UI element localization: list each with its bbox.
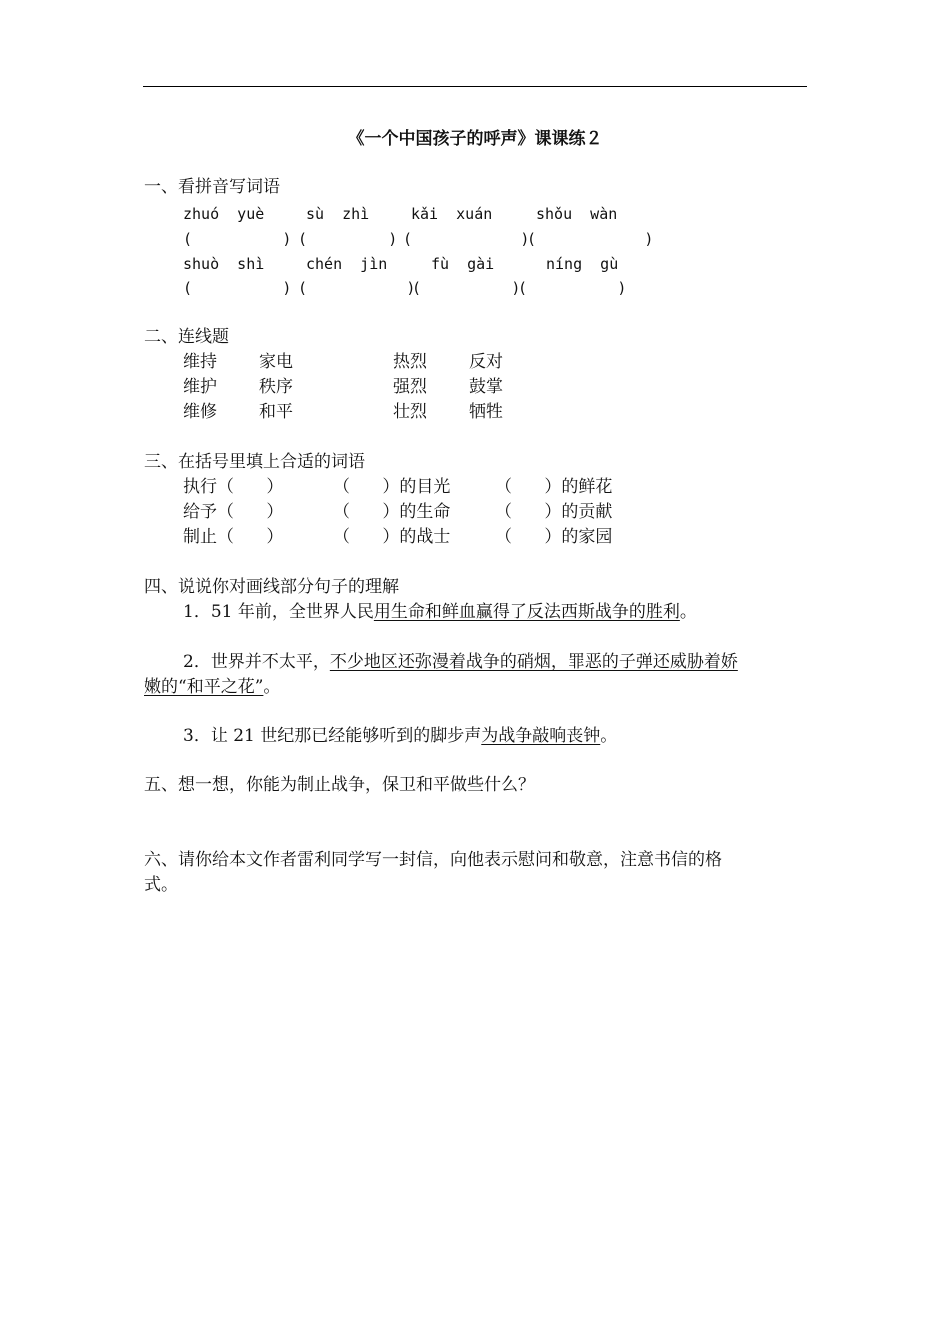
match-word: 维持 <box>183 352 217 372</box>
match-word: 维护 <box>183 377 217 397</box>
fill-blank: （ ）的家园 <box>495 527 613 547</box>
match-word: 壮烈 <box>393 402 427 422</box>
pinyin-1-1: zhuó yuè <box>183 205 265 223</box>
paren-1-3: ( ) <box>403 230 530 248</box>
paren-1-2: ( ) <box>298 230 398 248</box>
section-1-heading: 一、看拼音写词语 <box>144 177 280 197</box>
fill-blank: 制止（ ） <box>183 527 284 547</box>
question-1 <box>183 601 697 623</box>
match-word: 鼓掌 <box>469 377 503 397</box>
pinyin-2-3: fù gài <box>431 255 495 273</box>
match-word: 热烈 <box>393 352 427 372</box>
section-5-heading: 五、想一想，你能为制止战争，保卫和平做些什么？ <box>144 775 535 795</box>
q3-prefix: 3．让 21 世纪那已经能够听到的脚步声 <box>183 726 482 746</box>
pinyin-1-3: kǎi xuán <box>411 205 493 223</box>
fill-blank: 执行（ ） <box>183 477 284 497</box>
q1-underlined: 用生命和鲜血赢得了反法西斯战争的胜利 <box>373 602 680 622</box>
header-rule <box>143 86 807 87</box>
q3-suffix: 。 <box>600 726 618 746</box>
paren-1-1: ( ) <box>183 230 292 248</box>
q2-underlined-line1: 不少地区还弥漫着战争的硝烟，罪恶的子弹还威胁着娇 <box>329 652 738 672</box>
pinyin-1-4: shǒu wàn <box>536 205 618 223</box>
match-word: 家电 <box>259 352 293 372</box>
section-6-line1: 六、请你给本文作者雷利同学写一封信，向他表示慰问和敬意，注意书信的格 <box>144 850 722 870</box>
match-word: 反对 <box>469 352 503 372</box>
fill-blank: （ ）的贡献 <box>495 502 613 522</box>
paren-2-3: ( ) <box>412 279 521 297</box>
section-6-line2: 式。 <box>144 875 178 895</box>
q2-underlined-line2: 嫩的“和平之花” <box>144 677 264 697</box>
match-word: 强烈 <box>393 377 427 397</box>
fill-blank: （ ）的战士 <box>333 527 451 547</box>
pinyin-2-4: níng gù <box>546 255 619 273</box>
question-2-line1 <box>183 651 738 673</box>
paren-1-4: ( ) <box>527 230 654 248</box>
section-2-heading: 二、连线题 <box>144 327 229 347</box>
pinyin-2-2: chén jìn <box>306 255 388 273</box>
q2-prefix: 2．世界并不太平， <box>183 652 330 672</box>
q2-suffix: 。 <box>263 677 281 697</box>
fill-blank: （ ）的目光 <box>333 477 451 497</box>
q1-suffix: 。 <box>679 602 697 622</box>
match-word: 牺牲 <box>469 402 503 422</box>
fill-blank: 给予（ ） <box>183 502 284 522</box>
match-word: 秩序 <box>259 377 293 397</box>
section-3-heading: 三、在括号里填上合适的词语 <box>144 452 365 472</box>
q3-underlined: 为战争敲响丧钟 <box>481 726 601 746</box>
paren-2-4: ( ) <box>518 279 627 297</box>
match-word: 和平 <box>259 402 293 422</box>
fill-blank: （ ）的鲜花 <box>495 477 613 497</box>
section-4-heading: 四、说说你对画线部分句子的理解 <box>144 577 399 597</box>
question-2-line2 <box>144 676 280 698</box>
page-title: 《一个中国孩子的呼声》课课练２ <box>347 129 603 149</box>
match-word: 维修 <box>183 402 217 422</box>
paren-2-2: ( ) <box>298 279 416 297</box>
fill-blank: （ ）的生命 <box>333 502 451 522</box>
q1-prefix: 1．51 年前，全世界人民 <box>183 602 374 622</box>
pinyin-1-2: sù zhì <box>306 205 370 223</box>
paren-2-1: ( ) <box>183 279 292 297</box>
pinyin-2-1: shuò shì <box>183 255 265 273</box>
question-3 <box>183 725 617 747</box>
